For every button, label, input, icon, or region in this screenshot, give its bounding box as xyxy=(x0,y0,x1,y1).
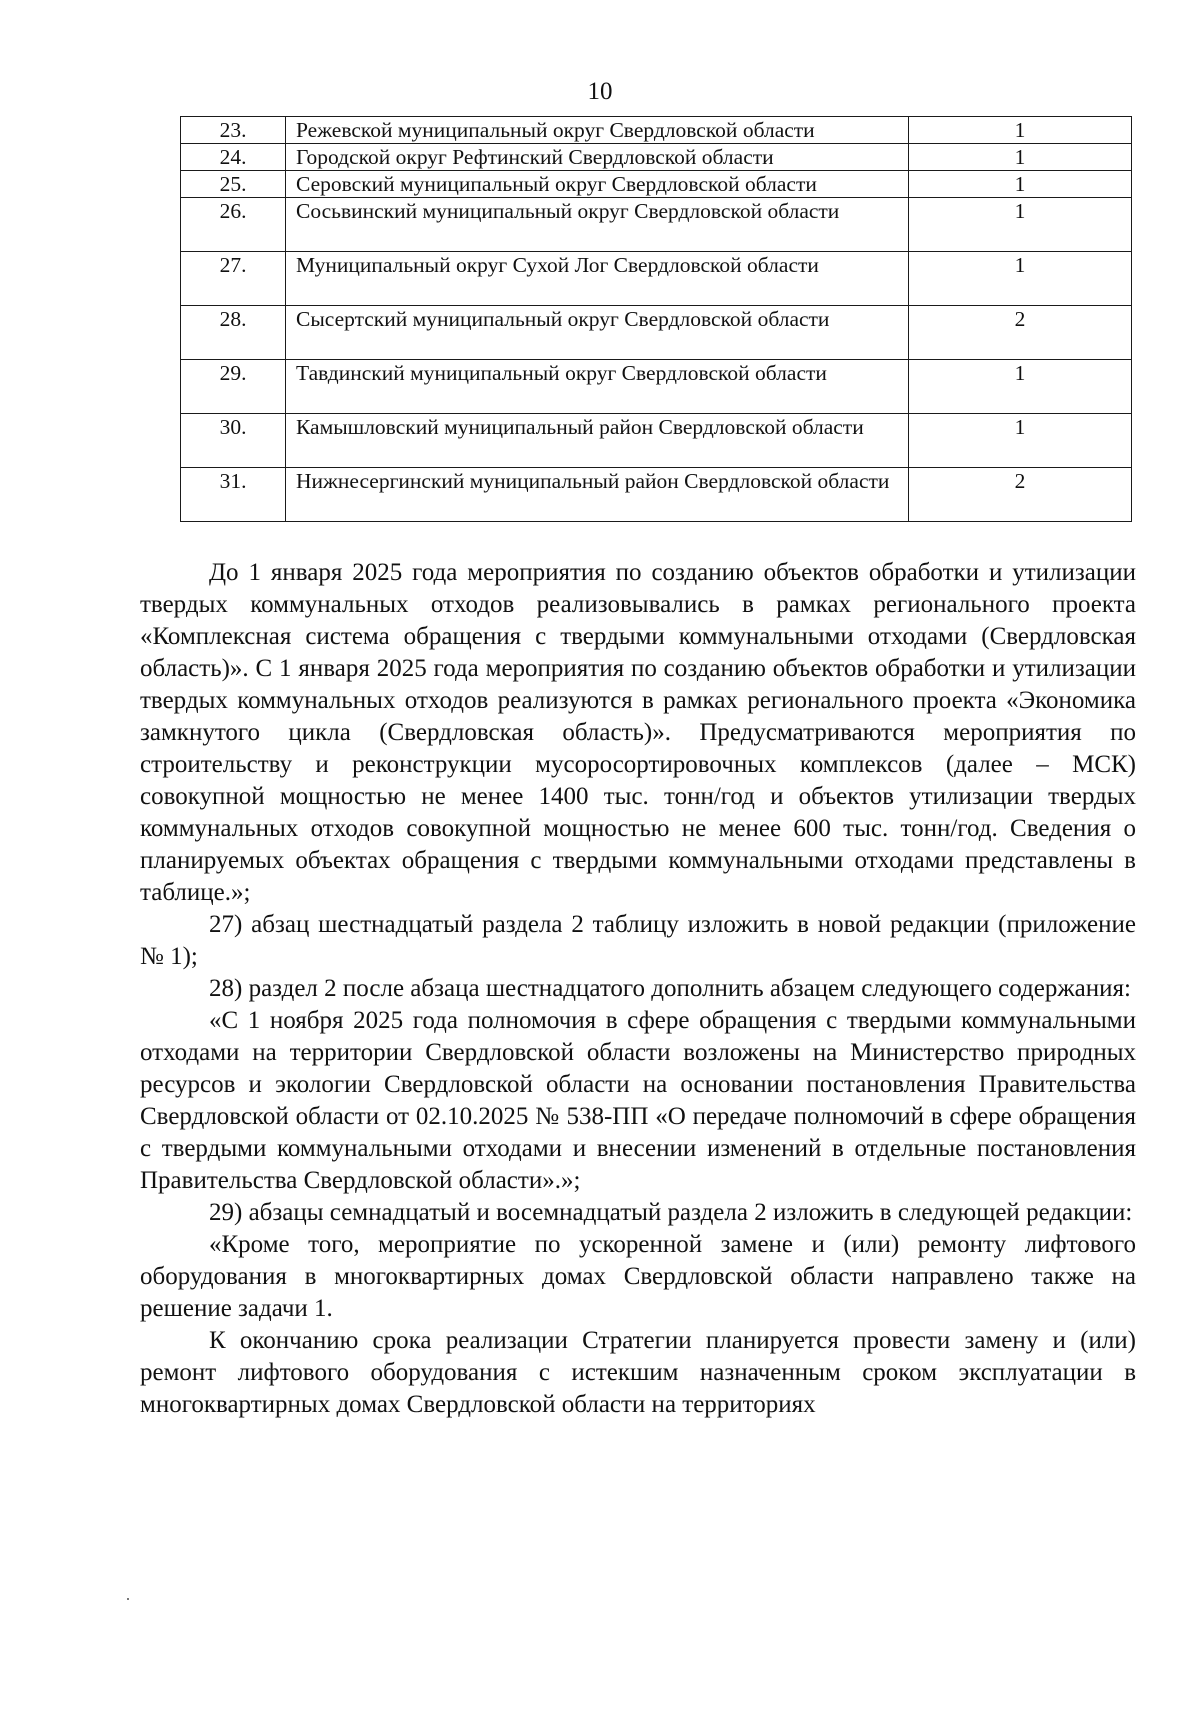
table-row xyxy=(181,360,1132,414)
paragraph-powers-transfer: «С 1 ноября 2025 года полномочия в сфере обращения с твердыми коммунальными отходами на территории Свердловской области возложены на Министерство природных ресурсов и экологии Свердловской области на основании постановления Правительства Свердловской области от 02.10.2025 № 538-ПП «О передаче полномочий в сфере обращения с твердыми коммунальными отходами и внесении изменений в отдельные постановления Правительства Свердловской области».»; xyxy=(140,1007,1136,1194)
object-count: 1 xyxy=(909,252,1132,306)
row-number: 24. xyxy=(181,144,286,171)
object-count: 1 xyxy=(909,144,1132,171)
paragraph-elevator-replacement: «Кроме того, мероприятие по ускоренной замене и (или) ремонту лифтового оборудования в многоквартирных домах Свердловской области направлено также на решение задачи 1. xyxy=(140,1231,1136,1322)
table-row xyxy=(181,414,1132,468)
document-body xyxy=(140,557,1136,1421)
object-count: 1 xyxy=(909,414,1132,468)
object-count: 1 xyxy=(909,171,1132,198)
municipality-name: Серовский муниципальный округ Свердловской области xyxy=(286,171,909,198)
object-count: 1 xyxy=(909,360,1132,414)
paragraph-item-28: 28) раздел 2 после абзаца шестнадцатого дополнить абзацем следующего содержания: xyxy=(209,975,1131,1002)
table-row xyxy=(181,171,1132,198)
object-count: 2 xyxy=(909,468,1132,522)
municipality-name: Режевской муниципальный округ Свердловской области xyxy=(286,117,909,144)
paragraph-item-29: 29) абзацы семнадцатый и восемнадцатый раздела 2 изложить в следующей редакции: xyxy=(209,1199,1133,1226)
row-number: 31. xyxy=(181,468,286,522)
object-count: 2 xyxy=(909,306,1132,360)
table-row xyxy=(181,252,1132,306)
municipality-name: Нижнесергинский муниципальный район Свердловской области xyxy=(286,468,909,522)
municipality-name: Камышловский муниципальный район Свердловской области xyxy=(286,414,909,468)
row-number: 26. xyxy=(181,198,286,252)
row-number: 25. xyxy=(181,171,286,198)
table-row xyxy=(181,117,1132,144)
table-row xyxy=(181,306,1132,360)
municipality-name: Городской округ Рефтинский Свердловской области xyxy=(286,144,909,171)
row-number: 30. xyxy=(181,414,286,468)
municipality-name: Сысертский муниципальный округ Свердловской области xyxy=(286,306,909,360)
table-row xyxy=(181,144,1132,171)
municipality-name: Сосьвинский муниципальный округ Свердловской области xyxy=(286,198,909,252)
row-number: 27. xyxy=(181,252,286,306)
row-number: 29. xyxy=(181,360,286,414)
row-number: 28. xyxy=(181,306,286,360)
municipality-name: Муниципальный округ Сухой Лог Свердловской области xyxy=(286,252,909,306)
municipalities-table xyxy=(180,116,1132,522)
page-number: 10 xyxy=(587,78,613,105)
row-number: 23. xyxy=(181,117,286,144)
paragraph-strategy-completion: К окончанию срока реализации Стратегии планируется провести замену и (или) ремонт лифтового оборудования с истекшим назначенным сроком эксплуатации в многоквартирных домах Свердловской области на территориях xyxy=(140,1327,1136,1418)
object-count: 1 xyxy=(909,117,1132,144)
scan-mark xyxy=(127,1598,129,1600)
table-row xyxy=(181,468,1132,522)
table-row xyxy=(181,198,1132,252)
paragraph-item-27: 27) абзац шестнадцатый раздела 2 таблицу изложить в новой редакции (приложение № 1); xyxy=(140,911,1136,970)
object-count: 1 xyxy=(909,198,1132,252)
municipality-name: Тавдинский муниципальный округ Свердловской области xyxy=(286,360,909,414)
paragraph-msk-projects: До 1 января 2025 года мероприятия по созданию объектов обработки и утилизации твердых коммунальных отходов реализовывались в рамках регионального проекта «Комплексная система обращения с твердыми коммунальными отходами (Свердловская область)». С 1 января 2025 года мероприятия по созданию объектов обработки и утилизации твердых коммунальных отходов реализуются в рамках регионального проекта «Экономика замкнутого цикла (Свердловская область)». Предусматриваются мероприятия по строительству и реконструкции мусоросортировочных комплексов (далее – МСК) совокупной мощностью не менее 1400 тыс. тонн/год и объектов утилизации твердых коммунальных отходов совокупной мощностью не менее 600 тыс. тонн/год. Сведения о планируемых объектах обращения с твердыми коммунальными отходами представлены в таблице.»; xyxy=(140,559,1136,906)
